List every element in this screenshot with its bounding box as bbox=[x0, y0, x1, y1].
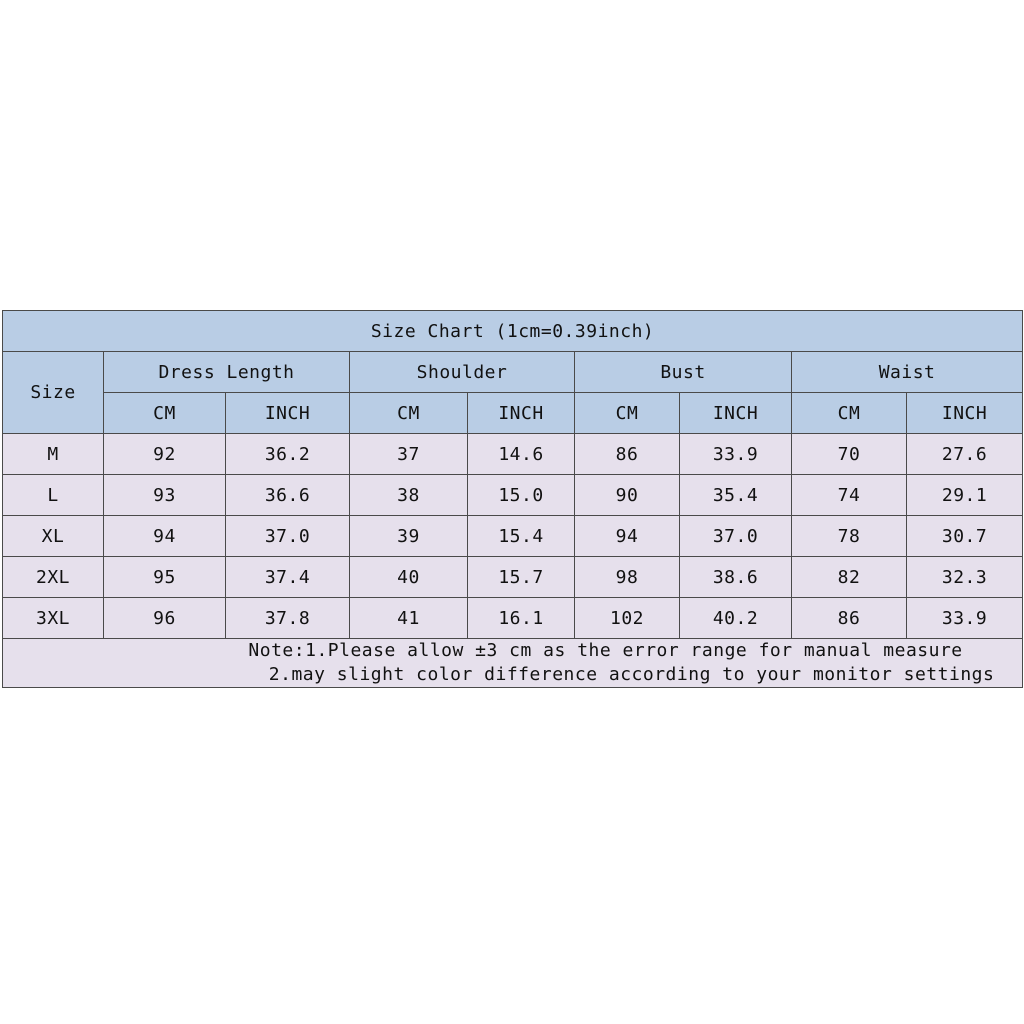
value-cell: 93 bbox=[104, 475, 226, 516]
value-cell: 15.0 bbox=[468, 475, 575, 516]
size-chart-table bbox=[2, 310, 1023, 688]
value-cell: 86 bbox=[792, 598, 907, 639]
value-cell: 78 bbox=[792, 516, 907, 557]
value-cell: 32.3 bbox=[907, 557, 1023, 598]
unit-header: INCH bbox=[680, 393, 792, 434]
group-header-shoulder: Shoulder bbox=[350, 352, 575, 393]
value-cell: 15.4 bbox=[468, 516, 575, 557]
table-row-3xl bbox=[3, 598, 1023, 639]
value-cell: 27.6 bbox=[907, 434, 1023, 475]
note-cell bbox=[3, 639, 1023, 688]
title-row bbox=[3, 311, 1023, 352]
unit-header: INCH bbox=[907, 393, 1023, 434]
value-cell: 98 bbox=[575, 557, 680, 598]
unit-header-row bbox=[3, 393, 1023, 434]
value-cell: 36.2 bbox=[226, 434, 350, 475]
size-cell: 3XL bbox=[3, 598, 104, 639]
value-cell: 33.9 bbox=[907, 598, 1023, 639]
table-row-m bbox=[3, 434, 1023, 475]
value-cell: 37.4 bbox=[226, 557, 350, 598]
unit-header: INCH bbox=[468, 393, 575, 434]
value-cell: 38.6 bbox=[680, 557, 792, 598]
value-cell: 16.1 bbox=[468, 598, 575, 639]
value-cell: 37.0 bbox=[226, 516, 350, 557]
value-cell: 96 bbox=[104, 598, 226, 639]
size-chart bbox=[2, 310, 1022, 688]
value-cell: 36.6 bbox=[226, 475, 350, 516]
unit-header: CM bbox=[350, 393, 468, 434]
note-line-1: Note:1.Please allow ±3 cm as the error range for manual measure bbox=[248, 640, 963, 661]
value-cell: 102 bbox=[575, 598, 680, 639]
group-header-bust: Bust bbox=[575, 352, 792, 393]
value-cell: 74 bbox=[792, 475, 907, 516]
value-cell: 40.2 bbox=[680, 598, 792, 639]
value-cell: 33.9 bbox=[680, 434, 792, 475]
value-cell: 35.4 bbox=[680, 475, 792, 516]
value-cell: 41 bbox=[350, 598, 468, 639]
value-cell: 37.0 bbox=[680, 516, 792, 557]
value-cell: 94 bbox=[104, 516, 226, 557]
value-cell: 29.1 bbox=[907, 475, 1023, 516]
value-cell: 38 bbox=[350, 475, 468, 516]
value-cell: 37.8 bbox=[226, 598, 350, 639]
value-cell: 86 bbox=[575, 434, 680, 475]
group-header-waist: Waist bbox=[792, 352, 1023, 393]
value-cell: 95 bbox=[104, 557, 226, 598]
group-header-dress-length: Dress Length bbox=[104, 352, 350, 393]
size-cell: L bbox=[3, 475, 104, 516]
unit-header: INCH bbox=[226, 393, 350, 434]
size-cell: XL bbox=[3, 516, 104, 557]
size-column-header: Size bbox=[3, 352, 104, 434]
value-cell: 40 bbox=[350, 557, 468, 598]
size-cell: 2XL bbox=[3, 557, 104, 598]
value-cell: 39 bbox=[350, 516, 468, 557]
size-cell: M bbox=[3, 434, 104, 475]
group-header-row bbox=[3, 352, 1023, 393]
value-cell: 15.7 bbox=[468, 557, 575, 598]
unit-header: CM bbox=[104, 393, 226, 434]
value-cell: 92 bbox=[104, 434, 226, 475]
chart-title: Size Chart (1cm=0.39inch) bbox=[3, 311, 1023, 352]
table-row-2xl bbox=[3, 557, 1023, 598]
value-cell: 70 bbox=[792, 434, 907, 475]
value-cell: 14.6 bbox=[468, 434, 575, 475]
value-cell: 82 bbox=[792, 557, 907, 598]
table-row-xl bbox=[3, 516, 1023, 557]
note-row bbox=[3, 639, 1023, 688]
value-cell: 94 bbox=[575, 516, 680, 557]
value-cell: 90 bbox=[575, 475, 680, 516]
value-cell: 30.7 bbox=[907, 516, 1023, 557]
value-cell: 37 bbox=[350, 434, 468, 475]
note-line-2: 2.may slight color difference according to your monitor settings bbox=[268, 664, 995, 685]
unit-header: CM bbox=[792, 393, 907, 434]
unit-header: CM bbox=[575, 393, 680, 434]
table-row-l bbox=[3, 475, 1023, 516]
